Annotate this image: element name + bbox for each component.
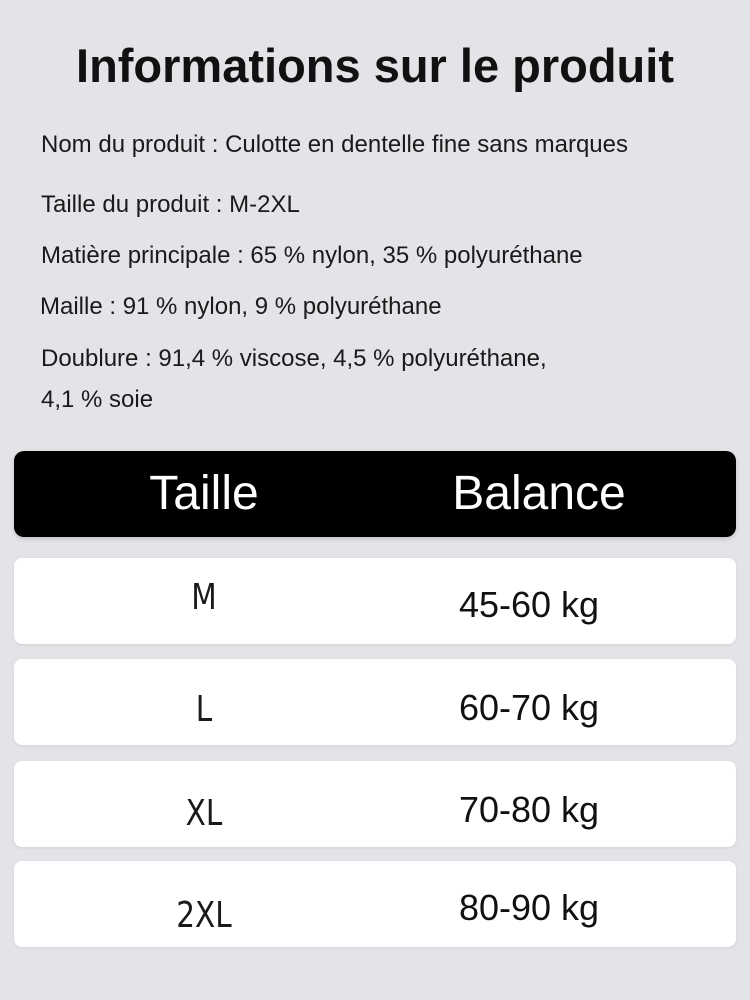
size-cell: M — [191, 577, 217, 618]
weight-cell: 80-90 kg — [458, 887, 600, 928]
weight-cell: 70-80 kg — [458, 789, 600, 830]
lining-line-1: Doublure : 91,4 % viscose, 4,5 % polyuréthane, — [41, 345, 547, 372]
weight-cell: 60-70 kg — [458, 687, 600, 728]
product-name-line: Nom du produit : Culotte en dentelle fine sans marques — [41, 131, 629, 158]
main-material-line: Matière principale : 65 % nylon, 35 % polyuréthane — [41, 242, 583, 269]
product-size-line: Taille du produit : M-2XL — [41, 191, 300, 218]
page-title: Informations sur le produit — [76, 39, 674, 92]
mesh-line: Maille : 91 % nylon, 9 % polyuréthane — [40, 293, 442, 320]
size-cell: XL — [185, 793, 223, 834]
header-size-label: Taille — [149, 467, 259, 520]
size-cell: L — [195, 689, 213, 730]
lining-line-2: 4,1 % soie — [41, 386, 154, 413]
table-row — [14, 558, 736, 644]
table-row — [14, 659, 736, 745]
weight-cell: 45-60 kg — [458, 584, 600, 625]
table-row — [14, 761, 736, 847]
table-row — [14, 861, 736, 947]
size-table-header — [14, 451, 736, 537]
size-cell: 2XL — [176, 895, 232, 936]
header-weight-label: Balance — [452, 467, 626, 520]
